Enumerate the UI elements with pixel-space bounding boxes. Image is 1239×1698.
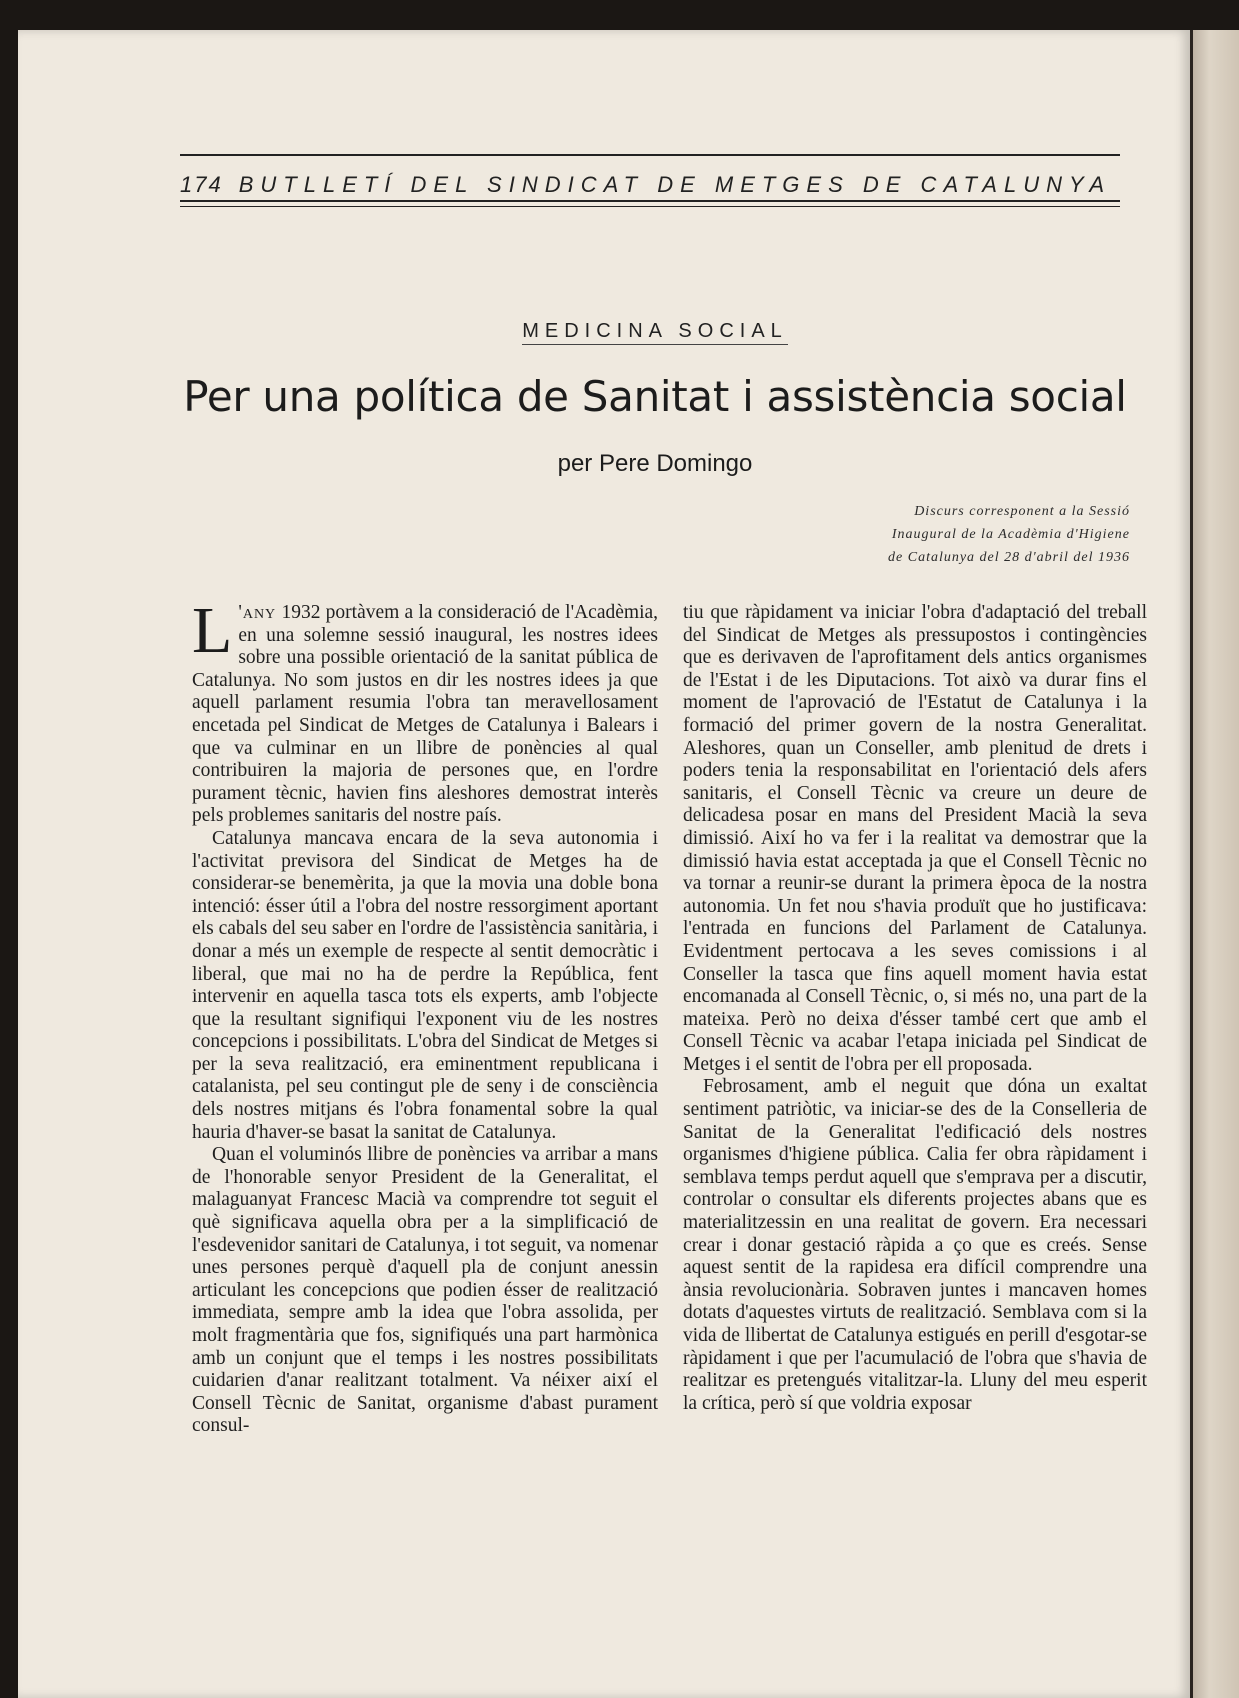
journal-title: BUTLLETÍ DEL SINDICAT DE METGES DE CATALUNYA: [238, 172, 1112, 197]
text-column-left: [192, 594, 659, 1438]
note-line-3: de Catalunya del 28 d'abril del 1936: [888, 550, 1130, 565]
note-line-2: Inaugural de la Acadèmia d'Higiene: [891, 527, 1130, 542]
header-rule-bottom-thin: [180, 206, 1120, 207]
header-rule-top: [180, 154, 1120, 156]
paragraph-text: 1932 portàvem a la consideració de l'Acadèmia, en una solemne sessió inaugural, les nostres idees sobre una possible orientació de la sanitat pública de Catalunya. No som justos en dir les nostres idees ja que aquell parlament resumia l'obra tan meravellosament encetada pel Sindicat de Metges de Catalunya i Balears i que va culminar en un llibre de ponències al qual contribuiren la majoria de persones que, en l'ordre purament tècnic, havien fins aleshores demostrat interès pels problemes sanitaris del nostre país.: [192, 602, 659, 827]
note-line-1: Discurs corresponent a la Sessió: [914, 504, 1130, 519]
article-author: per Pere Domingo: [557, 450, 753, 477]
page-number: 174: [180, 172, 223, 197]
paragraph: tiu que ràpidament va iniciar l'obra d'adaptació del treball del Sindicat de Metges als pressupostos i contingències que es derivaven de l'aprofitament dels antics organismes de l'Estat i de les Diputacions. Tot això va durar fins el moment de l'aprovació de l'Estatut de Catalunya i la formació del primer govern de la nostra Generalitat. Aleshores, quan un Conseller, amb plenitud de drets i poders tenia la responsabilitat en l'orientació dels afers sanitaris, el Consell Tècnic va creure un deure de delicadesa posar en mans del President Macià la seva dimissió. Així ho va fer i la realitat va demostrar que la dimissió havia estat acceptada ja que el Consell Tècnic no va tornar a reunir-se durant la primera època de la nostra autonomia. Un fet nou s'havia produït que ho justificava: l'entrada en funcions del Parlament de Catalunya. Evidentment pertocava a les seves comissions i al Conseller la tasca que fins aquell moment havia estat encomanada al Consell Tècnic, o, si més no, una part de la mateixa. Però no deixa d'ésser també cert que amb el Consell Tècnic va acabar l'etapa iniciada pel Sindicat de Metges i el sentit de l'obra per ell proposada.: [683, 602, 1147, 1075]
article-title: Per una política de Sanitat i assistència social: [183, 372, 1127, 421]
header-rule-bottom: [180, 200, 1120, 202]
paragraph: Quan el voluminós llibre de ponències va arribar a mans de l'honorable senyor President de la Generalitat, el malaguanyat Francesc Macià va comprendre tot seguit el què significava aquella obra per a la simplificació de l'esdevenidor sanitari de Catalunya, i tot seguit, va nomenar unes persones perquè d'aquell pla de conjunt anessin articulant les concepcions que podien ésser de realització immediata, sempre amb la idea que l'obra assolida, per molt fragmentària que fos, signifiqués una part harmònica amb un conjunt que el temps i les nostres possibilitats cuidarien d'anar realitzant totalment. Va néixer així el Consell Tècnic de Sanitat, organisme d'abast purament consul-: [192, 1144, 658, 1437]
article-note: [770, 500, 1130, 569]
drop-cap: L: [192, 594, 233, 667]
text-column-right: [683, 602, 1147, 1415]
paragraph: Catalunya mancava encara de la seva autonomia i l'activitat previsora del Sindicat de Metges ha de considerar-se benemèrita, ja que la movia una doble bona intenció: ésser útil a l'obra del nostre ressorgiment aportant els cabals del seu saber en l'ordre de l'assistència sanitària, i donar a més un exemple de respecte al sentit democràtic i liberal, que mai no ha de perdre la República, fent intervenir en aquella tasca tots els experts, amb l'objecte que la resultant signifiqui l'exponent viu de les nostres concepcions i possibilitats. L'obra del Sindicat de Metges si per la seva realització, era eminentment republicana i catalanista, pel seu contingut ple de seny i de consciència dels nostres mitjans és l'obra fonamental sobre la qual hauria d'haver-se basat la sanitat de Catalunya.: [192, 827, 658, 1143]
section-label: MEDICINA SOCIAL: [522, 320, 788, 345]
running-header: [180, 160, 1120, 198]
section-heading: [0, 320, 1239, 343]
lead-smallcaps: 'any: [238, 602, 277, 623]
paragraph: [192, 594, 659, 828]
adjacent-page-edge: [1190, 30, 1239, 1698]
paragraph: Febrosament, amb el neguit que dóna un exaltat sentiment patriòtic, va iniciar-se des de la Conselleria de Sanitat de la Generalitat l'edificació dels nostres organismes d'higiene pública. Calia fer obra ràpidament i semblava temps perdut aquell que s'emprava per a discutir, controlar o consultar els diferents projectes abans que es materialitzessin en una realitat de govern. Era necessari crear i donar gestació ràpida a ço que es creés. Sense aquest sentit de la rapidesa era difícil comprendre una ànsia revolucionària. Sobraven juntes i mancaven homes dotats d'aquestes virtuts de realització. Semblava com si la vida de llibertat de Catalunya estigués en perill d'esgotar-se ràpidament i que per l'acumulació de l'obra que s'havia de realitzar es pretengués vitalitzar-la. Lluny del meu esperit la crítica, però sí que voldria exposar: [683, 1076, 1147, 1414]
